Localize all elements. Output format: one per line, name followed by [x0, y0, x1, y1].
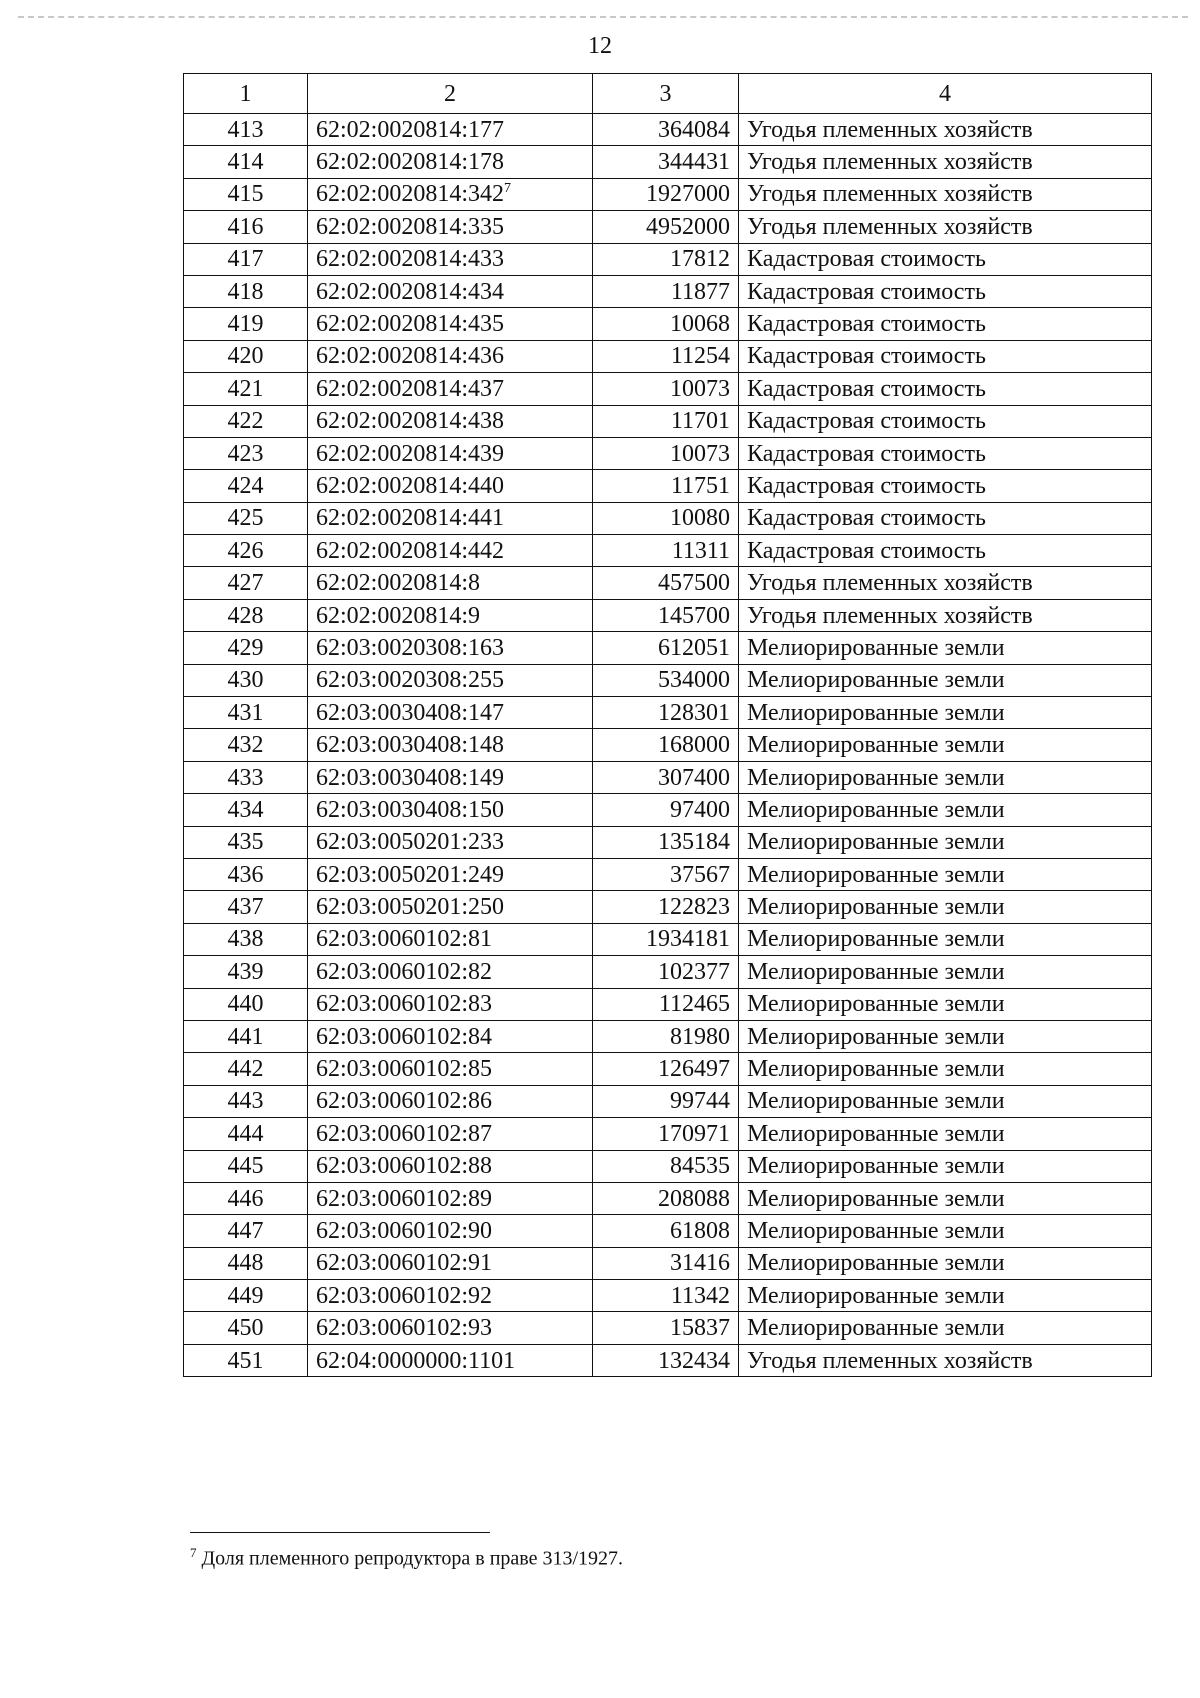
table-row	[184, 1312, 1152, 1344]
table-row	[184, 794, 1152, 826]
cadastral-number: 62:03:0060102:92	[316, 1282, 493, 1309]
table-row	[184, 1020, 1152, 1052]
row-number: 451	[184, 1344, 308, 1376]
table-row	[184, 437, 1152, 469]
cadastral-number-cell	[308, 470, 593, 502]
cadastral-number: 62:03:0060102:85	[316, 1056, 493, 1083]
row-number: 443	[184, 1085, 308, 1117]
table-row	[184, 923, 1152, 955]
cadastral-number: 62:03:0020308:255	[316, 667, 505, 694]
area-value: 208088	[593, 1182, 739, 1214]
area-value: 11701	[593, 405, 739, 437]
table-row	[184, 1053, 1152, 1085]
area-value: 81980	[593, 1020, 739, 1052]
area-value: 10073	[593, 373, 739, 405]
row-number: 433	[184, 761, 308, 793]
area-value: 102377	[593, 956, 739, 988]
area-value: 457500	[593, 567, 739, 599]
table-row	[184, 146, 1152, 178]
cadastral-number-cell	[308, 891, 593, 923]
table-row	[184, 535, 1152, 567]
table-row	[184, 858, 1152, 890]
table-row	[184, 761, 1152, 793]
cadastral-number: 62:03:0060102:84	[316, 1023, 493, 1050]
row-number: 420	[184, 340, 308, 372]
cadastral-number-cell	[308, 1053, 593, 1085]
table-row	[184, 891, 1152, 923]
table-row	[184, 470, 1152, 502]
cadastral-number-cell	[308, 308, 593, 340]
area-value: 99744	[593, 1085, 739, 1117]
cadastral-number-cell	[308, 178, 593, 210]
row-number: 425	[184, 502, 308, 534]
cadastral-number-cell	[308, 697, 593, 729]
cadastral-number-cell	[308, 1085, 593, 1117]
area-value: 84535	[593, 1150, 739, 1182]
table-row	[184, 664, 1152, 696]
cadastral-number: 62:03:0030408:150	[316, 796, 505, 823]
cadastral-number-cell	[308, 1182, 593, 1214]
land-category: Мелиорированные земли	[739, 1215, 1152, 1247]
row-number: 446	[184, 1182, 308, 1214]
footnote-reference: 7	[504, 181, 512, 197]
land-category: Мелиорированные земли	[739, 988, 1152, 1020]
area-value: 11311	[593, 535, 739, 567]
cadastral-number-cell	[308, 275, 593, 307]
land-category: Мелиорированные земли	[739, 664, 1152, 696]
row-number: 424	[184, 470, 308, 502]
table-row	[184, 632, 1152, 664]
column-header-3: 3	[593, 74, 739, 114]
row-number: 445	[184, 1150, 308, 1182]
cadastral-number: 62:03:0060102:82	[316, 958, 493, 985]
land-category: Кадастровая стоимость	[739, 535, 1152, 567]
land-category: Кадастровая стоимость	[739, 502, 1152, 534]
area-value: 132434	[593, 1344, 739, 1376]
row-number: 440	[184, 988, 308, 1020]
area-value: 128301	[593, 697, 739, 729]
cadastral-number-cell	[308, 729, 593, 761]
row-number: 415	[184, 178, 308, 210]
cadastral-number-cell	[308, 923, 593, 955]
area-value: 612051	[593, 632, 739, 664]
table-header-row	[184, 74, 1152, 114]
row-number: 426	[184, 535, 308, 567]
cadastral-number: 62:02:0020814:433	[316, 246, 505, 273]
land-category: Кадастровая стоимость	[739, 243, 1152, 275]
land-category: Угодья племенных хозяйств	[739, 567, 1152, 599]
land-category: Мелиорированные земли	[739, 1020, 1152, 1052]
land-category: Угодья племенных хозяйств	[739, 178, 1152, 210]
row-number: 442	[184, 1053, 308, 1085]
table-row	[184, 275, 1152, 307]
cadastral-number: 62:03:0060102:90	[316, 1217, 493, 1244]
column-header-4: 4	[739, 74, 1152, 114]
land-category: Мелиорированные земли	[739, 1312, 1152, 1344]
cadastral-number-cell	[308, 826, 593, 858]
footnote-text: Доля племенного репродуктора в праве 313/1927.	[201, 1547, 624, 1570]
cadastral-number-cell	[308, 632, 593, 664]
area-value: 307400	[593, 761, 739, 793]
cadastral-number: 62:02:0020814:177	[316, 116, 505, 143]
area-value: 168000	[593, 729, 739, 761]
cadastral-number-cell	[308, 567, 593, 599]
table-row	[184, 1182, 1152, 1214]
land-category: Кадастровая стоимость	[739, 275, 1152, 307]
row-number: 418	[184, 275, 308, 307]
area-value: 37567	[593, 858, 739, 890]
area-value: 10080	[593, 502, 739, 534]
cadastral-number-cell	[308, 956, 593, 988]
cadastral-number-cell	[308, 794, 593, 826]
row-number: 444	[184, 1118, 308, 1150]
table-row	[184, 1280, 1152, 1312]
area-value: 112465	[593, 988, 739, 1020]
table-row	[184, 114, 1152, 146]
table-row	[184, 697, 1152, 729]
cadastral-number-cell	[308, 761, 593, 793]
land-category: Угодья племенных хозяйств	[739, 114, 1152, 146]
land-plot-table	[183, 73, 1152, 1377]
table-row	[184, 405, 1152, 437]
land-category: Мелиорированные земли	[739, 794, 1152, 826]
table-row	[184, 956, 1152, 988]
table-row	[184, 988, 1152, 1020]
cadastral-number: 62:03:0050201:249	[316, 861, 505, 888]
land-category: Угодья племенных хозяйств	[739, 146, 1152, 178]
area-value: 1934181	[593, 923, 739, 955]
land-category: Кадастровая стоимость	[739, 308, 1152, 340]
cadastral-number-cell	[308, 1344, 593, 1376]
row-number: 431	[184, 697, 308, 729]
cadastral-number: 62:02:0020814:437	[316, 375, 505, 402]
cadastral-number: 62:03:0030408:147	[316, 699, 505, 726]
cadastral-number: 62:03:0060102:87	[316, 1120, 493, 1147]
cadastral-number: 62:02:0020814:440	[316, 472, 505, 499]
cadastral-number: 62:03:0060102:81	[316, 926, 493, 953]
cadastral-number-cell	[308, 211, 593, 243]
row-number: 421	[184, 373, 308, 405]
table-row	[184, 729, 1152, 761]
area-value: 4952000	[593, 211, 739, 243]
land-category: Мелиорированные земли	[739, 858, 1152, 890]
cadastral-number-cell	[308, 1280, 593, 1312]
area-value: 344431	[593, 146, 739, 178]
area-value: 11877	[593, 275, 739, 307]
cadastral-number: 62:02:0020814:178	[316, 149, 505, 176]
footnote-divider	[190, 1532, 490, 1533]
table-row	[184, 308, 1152, 340]
land-category: Мелиорированные земли	[739, 1247, 1152, 1279]
cadastral-number: 62:03:0030408:149	[316, 764, 505, 791]
row-number: 422	[184, 405, 308, 437]
row-number: 439	[184, 956, 308, 988]
cadastral-number-cell	[308, 535, 593, 567]
table-row	[184, 1344, 1152, 1376]
cadastral-number-cell	[308, 1020, 593, 1052]
column-header-1: 1	[184, 74, 308, 114]
land-category: Кадастровая стоимость	[739, 373, 1152, 405]
cadastral-number-cell	[308, 858, 593, 890]
cadastral-number: 62:03:0060102:93	[316, 1315, 493, 1342]
footnote-marker: 7	[190, 1545, 197, 1560]
cadastral-number-cell	[308, 146, 593, 178]
cadastral-number: 62:02:0020814:9	[316, 602, 481, 629]
land-category: Угодья племенных хозяйств	[739, 211, 1152, 243]
land-category: Мелиорированные земли	[739, 1118, 1152, 1150]
row-number: 447	[184, 1215, 308, 1247]
area-value: 10068	[593, 308, 739, 340]
row-number: 434	[184, 794, 308, 826]
cadastral-number: 62:03:0020308:163	[316, 634, 505, 661]
row-number: 438	[184, 923, 308, 955]
cadastral-number: 62:02:0020814:442	[316, 537, 505, 564]
table-row	[184, 1215, 1152, 1247]
area-value: 97400	[593, 794, 739, 826]
cadastral-number: 62:02:0020814:435	[316, 311, 505, 338]
land-category: Мелиорированные земли	[739, 1280, 1152, 1312]
cadastral-number-cell	[308, 405, 593, 437]
area-value: 10073	[593, 437, 739, 469]
land-category: Кадастровая стоимость	[739, 437, 1152, 469]
cadastral-number: 62:03:0060102:91	[316, 1250, 493, 1277]
cadastral-number: 62:02:0020814:438	[316, 408, 505, 435]
area-value: 170971	[593, 1118, 739, 1150]
area-value: 11342	[593, 1280, 739, 1312]
cadastral-number-cell	[308, 599, 593, 631]
area-value: 31416	[593, 1247, 739, 1279]
row-number: 413	[184, 114, 308, 146]
table-row	[184, 599, 1152, 631]
table-body	[184, 114, 1152, 1377]
cadastral-number: 62:02:0020814:436	[316, 343, 505, 370]
cadastral-number: 62:03:0050201:250	[316, 894, 505, 921]
area-value: 122823	[593, 891, 739, 923]
land-category: Мелиорированные земли	[739, 1150, 1152, 1182]
row-number: 429	[184, 632, 308, 664]
cadastral-number-cell	[308, 373, 593, 405]
cadastral-number: 62:02:0020814:441	[316, 505, 505, 532]
cadastral-number: 62:02:0020814:439	[316, 440, 505, 467]
cadastral-number: 62:03:0060102:88	[316, 1153, 493, 1180]
land-category: Мелиорированные земли	[739, 761, 1152, 793]
cadastral-number: 62:02:0020814:335	[316, 213, 505, 240]
cadastral-number-cell	[308, 340, 593, 372]
row-number: 449	[184, 1280, 308, 1312]
cadastral-number: 62:02:0020814:8	[316, 570, 481, 597]
land-category: Мелиорированные земли	[739, 1053, 1152, 1085]
row-number: 419	[184, 308, 308, 340]
cadastral-number: 62:03:0060102:89	[316, 1185, 493, 1212]
cadastral-number-cell	[308, 988, 593, 1020]
scan-edge-line	[18, 16, 1188, 18]
area-value: 1927000	[593, 178, 739, 210]
area-value: 61808	[593, 1215, 739, 1247]
row-number: 448	[184, 1247, 308, 1279]
row-number: 441	[184, 1020, 308, 1052]
area-value: 135184	[593, 826, 739, 858]
land-category: Мелиорированные земли	[739, 1085, 1152, 1117]
row-number: 427	[184, 567, 308, 599]
cadastral-number-cell	[308, 1312, 593, 1344]
table-row	[184, 340, 1152, 372]
area-value: 17812	[593, 243, 739, 275]
row-number: 432	[184, 729, 308, 761]
area-value: 145700	[593, 599, 739, 631]
table-row	[184, 243, 1152, 275]
table-row	[184, 178, 1152, 210]
page-number: 12	[588, 33, 612, 59]
area-value: 534000	[593, 664, 739, 696]
land-category: Мелиорированные земли	[739, 1182, 1152, 1214]
cadastral-number: 62:02:0020814:434	[316, 278, 505, 305]
table-row	[184, 1085, 1152, 1117]
cadastral-number: 62:03:0060102:86	[316, 1088, 493, 1115]
table-row	[184, 1150, 1152, 1182]
land-category: Кадастровая стоимость	[739, 405, 1152, 437]
row-number: 437	[184, 891, 308, 923]
land-category: Мелиорированные земли	[739, 923, 1152, 955]
row-number: 430	[184, 664, 308, 696]
cadastral-number: 62:02:0020814:342	[316, 181, 505, 208]
land-category: Мелиорированные земли	[739, 891, 1152, 923]
row-number: 417	[184, 243, 308, 275]
table-row	[184, 567, 1152, 599]
cadastral-number: 62:03:0060102:83	[316, 991, 493, 1018]
table-row	[184, 1118, 1152, 1150]
area-value: 15837	[593, 1312, 739, 1344]
land-category: Угодья племенных хозяйств	[739, 599, 1152, 631]
land-category: Кадастровая стоимость	[739, 470, 1152, 502]
row-number: 450	[184, 1312, 308, 1344]
column-header-2: 2	[308, 74, 593, 114]
table-row	[184, 211, 1152, 243]
cadastral-number-cell	[308, 502, 593, 534]
footnote	[190, 1545, 623, 1571]
row-number: 435	[184, 826, 308, 858]
land-category: Угодья племенных хозяйств	[739, 1344, 1152, 1376]
cadastral-number-cell	[308, 1215, 593, 1247]
cadastral-number-cell	[308, 243, 593, 275]
cadastral-number: 62:03:0050201:233	[316, 829, 505, 856]
area-value: 126497	[593, 1053, 739, 1085]
table-row	[184, 826, 1152, 858]
row-number: 416	[184, 211, 308, 243]
cadastral-number-cell	[308, 114, 593, 146]
area-value: 11751	[593, 470, 739, 502]
cadastral-number-cell	[308, 437, 593, 469]
land-category: Мелиорированные земли	[739, 697, 1152, 729]
land-category: Мелиорированные земли	[739, 826, 1152, 858]
cadastral-number-cell	[308, 664, 593, 696]
row-number: 414	[184, 146, 308, 178]
land-category: Мелиорированные земли	[739, 956, 1152, 988]
table-row	[184, 502, 1152, 534]
table-row	[184, 1247, 1152, 1279]
row-number: 436	[184, 858, 308, 890]
cadastral-number: 62:03:0030408:148	[316, 732, 505, 759]
area-value: 11254	[593, 340, 739, 372]
row-number: 428	[184, 599, 308, 631]
cadastral-number: 62:04:0000000:1101	[316, 1347, 516, 1374]
land-category: Мелиорированные земли	[739, 632, 1152, 664]
land-category: Кадастровая стоимость	[739, 340, 1152, 372]
table-row	[184, 373, 1152, 405]
cadastral-number-cell	[308, 1118, 593, 1150]
land-category: Мелиорированные земли	[739, 729, 1152, 761]
row-number: 423	[184, 437, 308, 469]
area-value: 364084	[593, 114, 739, 146]
cadastral-number-cell	[308, 1150, 593, 1182]
cadastral-number-cell	[308, 1247, 593, 1279]
